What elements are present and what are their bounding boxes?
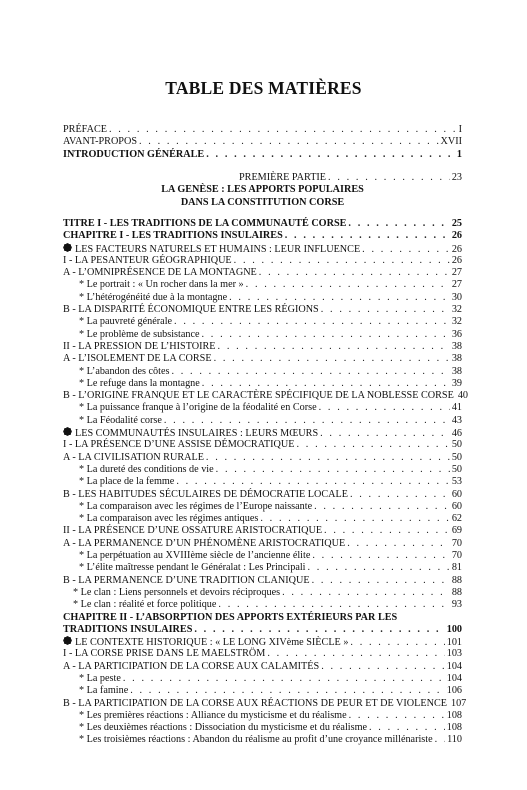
page-title: TABLE DES MATIÈRES <box>165 78 362 98</box>
toc-entry-label <box>79 513 258 525</box>
toc-entry-text: B - LA DISPARITÉ ÉCONOMIQUE ENTRE LES RÉGIONS <box>63 304 319 316</box>
toc-entry-text: CHAPITRE II - L’ABSORPTION DES APPORTS EXTÉRIEURS PAR LES <box>63 611 398 623</box>
toc-entry-page: 60 <box>451 500 462 512</box>
toc-entry-text: LE CONTEXTE HISTORIQUE : « LE LONG XIVème SIÈCLE » <box>75 637 349 649</box>
toc-entry-label <box>79 415 162 427</box>
leader-dots <box>174 316 450 328</box>
leader-dots <box>229 292 450 304</box>
toc-entry-label <box>79 292 227 304</box>
toc-entry-page: 30 <box>451 291 462 303</box>
toc-entry-text: * L’hétérogénéité due à la montagne <box>79 291 228 303</box>
toc-entry-text: TITRE I - LES TRADITIONS DE LA COMMUNAUTÉ CORSE <box>63 218 347 229</box>
toc-entry-text: * Les deuxièmes réactions : Dissociation du mysticisme et du réalisme <box>79 722 368 734</box>
toc-entry[interactable] <box>63 439 462 451</box>
toc-entry-page: 26 <box>451 254 462 266</box>
toc-entry-page: 38 <box>451 365 462 377</box>
toc-entry[interactable] <box>63 255 462 267</box>
toc-entry-text: TRADITIONS INSULAIRES <box>63 623 193 635</box>
toc-entry[interactable] <box>63 489 462 501</box>
toc-entry-page: 81 <box>451 562 462 574</box>
leader-dots <box>234 255 450 267</box>
toc-entry-page: 38 <box>451 353 462 365</box>
toc-entry-page: 69 <box>451 525 462 537</box>
toc-entry-text: * Le clan : réalité et force politique <box>73 599 217 611</box>
toc-entries-list <box>63 218 469 747</box>
leader-dots <box>171 366 449 378</box>
leader-dots <box>319 402 450 414</box>
leader-dots <box>164 415 450 427</box>
toc-entry[interactable] <box>63 476 462 488</box>
toc-entry-label <box>63 353 212 365</box>
toc-entry[interactable] <box>63 415 462 427</box>
toc-entry-page: 27 <box>451 267 462 279</box>
leader-dots <box>369 722 445 734</box>
toc-entry-page: 60 <box>451 488 462 500</box>
toc-entry-text: I - LA CORSE PRISE DANS LE MAELSTRÖM <box>63 648 266 660</box>
toc-entry[interactable] <box>63 599 462 611</box>
toc-entry-text: PRÉFACE <box>63 124 107 135</box>
part-page: 23 <box>451 172 462 183</box>
toc-entry-page: 101 <box>446 637 462 649</box>
toc-entry[interactable] <box>63 685 462 697</box>
toc-entry[interactable] <box>63 378 462 390</box>
leader-dots <box>324 525 450 537</box>
toc-entry-page: I <box>458 124 462 135</box>
toc-entry-text: * La comparaison avec les régimes de l’Europe naissante <box>79 500 313 512</box>
leader-dots <box>218 599 449 611</box>
toc-entry[interactable] <box>63 402 462 414</box>
toc-entry-label <box>79 722 367 734</box>
leader-dots <box>246 279 450 291</box>
toc-entry[interactable] <box>63 661 462 673</box>
toc-entry[interactable] <box>63 550 462 562</box>
toc-entry-text: * Le refuge dans la montagne <box>79 377 200 389</box>
leader-dots <box>176 476 449 488</box>
toc-entry[interactable] <box>63 464 462 476</box>
toc-entry-label <box>63 304 319 316</box>
toc-entry-text: * Les premières réactions : Alliance du mysticisme et du réalisme <box>79 709 347 721</box>
part-subtitle-line2: DANS LA CONSTITUTION CORSE <box>180 196 345 208</box>
toc-entry-label <box>79 734 433 746</box>
toc-entry-page: 108 <box>446 722 462 734</box>
flower-icon <box>63 243 72 252</box>
toc-entry-label <box>63 648 265 660</box>
toc-entry-page: 38 <box>451 340 462 352</box>
toc-entry-page: 110 <box>447 734 462 746</box>
toc-entry-label <box>79 476 174 488</box>
toc-entry-label <box>63 230 283 242</box>
toc-entry-label <box>63 136 137 148</box>
toc-entry[interactable] <box>63 279 462 291</box>
toc-entry-page: 88 <box>451 586 462 598</box>
toc-entry-page: 32 <box>451 316 462 328</box>
toc-entry[interactable] <box>63 575 462 587</box>
toc-entry-text: A - L’ISOLEMENT DE LA CORSE <box>63 353 212 365</box>
toc-entry-page: 41 <box>451 402 462 414</box>
toc-entry[interactable] <box>63 329 462 341</box>
toc-entry-label <box>79 279 244 291</box>
toc-entry-text: A - LA PARTICIPATION DE LA CORSE AUX CALAMITÉS <box>63 660 320 672</box>
leader-dots <box>130 685 445 697</box>
toc-entry-label <box>79 316 172 328</box>
leader-dots <box>349 710 445 722</box>
toc-entry[interactable] <box>63 587 462 599</box>
toc-entry-text: * La puissance franque à l’origine de la féodalité en Corse <box>79 402 317 414</box>
toc-entry-text: * La place de la femme <box>79 476 175 488</box>
toc-entry[interactable] <box>63 673 462 685</box>
toc-entry-text: INTRODUCTION GÉNÉRALE <box>63 148 205 160</box>
toc-entry[interactable] <box>63 513 462 525</box>
toc-entry-page: 50 <box>451 463 462 475</box>
toc-entry-text: * La perpétuation au XVIIIème siècle de l’ancienne élite <box>79 550 311 562</box>
toc-entry-text: * Le portrait : « Un rocher dans la mer » <box>79 279 244 291</box>
toc-entry-text: I - LA PESANTEUR GÉOGRAPHIQUE <box>63 254 232 266</box>
toc-entry[interactable] <box>63 734 462 746</box>
toc-entry-page: 43 <box>451 414 462 426</box>
toc-entry-label <box>63 255 232 267</box>
toc-entry-page: 50 <box>451 451 462 463</box>
toc-entry-page: 70 <box>451 537 462 549</box>
part-label: PREMIÈRE PARTIE <box>239 172 327 183</box>
toc-entry-label <box>63 661 319 673</box>
leader-dots <box>260 513 449 525</box>
leader-dots <box>328 172 450 184</box>
toc-entry-text: * L’abandon des côtes <box>79 365 170 377</box>
toc-entry[interactable] <box>63 452 462 464</box>
leader-dots <box>218 341 450 353</box>
toc-entry[interactable] <box>63 538 462 550</box>
toc-entry-text: * L’élite maîtresse pendant le Généralat : Les Principali <box>79 562 306 574</box>
toc-entry-text: B - LA PERMANENCE D’UNE TRADITION CLANIQUE <box>63 574 310 586</box>
toc-entry-page: 50 <box>451 439 462 451</box>
toc-entry-label <box>63 624 192 636</box>
toc-entry[interactable] <box>63 427 462 439</box>
toc-entry-label <box>79 329 200 341</box>
toc-entry-label <box>79 402 317 414</box>
toc-entry[interactable] <box>63 230 462 242</box>
toc-entry-page: 88 <box>451 574 462 586</box>
toc-entry[interactable] <box>63 304 462 316</box>
toc-entry-page: 32 <box>451 304 462 316</box>
toc-entry-label <box>63 439 295 451</box>
toc-entry-text: II - LA PRESSION DE L’HISTOIRE <box>63 340 216 352</box>
toc-entry-page: 103 <box>446 648 462 660</box>
toc-entry-label <box>63 243 360 256</box>
toc-entry-page: 26 <box>451 230 462 242</box>
toc-entry-label <box>63 218 346 230</box>
toc-entry[interactable] <box>63 136 462 148</box>
leader-dots <box>194 624 444 636</box>
toc-entry-label <box>79 673 121 685</box>
toc-entry-label <box>79 685 128 697</box>
toc-entry[interactable] <box>63 353 462 365</box>
toc-entry-text: I - LA PRÉSENCE D’UNE ASSISE DÉMOCRATIQUE <box>63 439 295 451</box>
toc-entry[interactable] <box>63 316 462 328</box>
toc-entry-text: B - LA PARTICIPATION DE LA CORSE AUX RÉACTIONS DE PEUR ET DE VIOLENCE <box>63 697 447 709</box>
toc-entry-label <box>63 267 257 279</box>
toc-entry-label <box>63 612 397 624</box>
toc-entry[interactable] <box>63 562 462 574</box>
toc-entry-text: A - LA PERMANENCE D’UN PHÉNOMÈNE ARISTOCRATIQUE <box>63 537 346 549</box>
toc-entry-page: 107 <box>450 697 467 709</box>
toc-entry-text: * La dureté des conditions de vie <box>79 463 214 475</box>
leader-dots <box>312 550 449 562</box>
toc-entry[interactable] <box>63 612 462 624</box>
toc-entry[interactable] <box>63 218 462 230</box>
leader-dots <box>314 501 450 513</box>
toc-entry-page: 104 <box>446 660 462 672</box>
leader-dots <box>348 218 449 230</box>
toc-entry-text: * La peste <box>79 672 121 684</box>
toc-entry-label <box>73 599 216 611</box>
toc-entry-text: * Les troisièmes réactions : Abandon du réalisme au profit d’une croyance millénariste <box>79 734 433 746</box>
toc-entry-label <box>63 575 310 587</box>
toc-entry-page: 104 <box>446 672 462 684</box>
toc-entry-text: A - LA CIVILISATION RURALE <box>63 451 204 463</box>
leader-dots <box>206 452 450 464</box>
toc-entry-label <box>79 550 310 562</box>
toc-entry-page: 40 <box>457 390 469 402</box>
leader-dots <box>216 464 450 476</box>
toc-entry-label <box>63 698 447 710</box>
leader-dots <box>312 575 450 587</box>
toc-entry-page: 1 <box>456 148 462 160</box>
toc-entry-page: 36 <box>451 328 462 340</box>
front-matter-list <box>63 124 462 161</box>
part-subtitle-line1: LA GENÈSE : LES APPORTS POPULAIRES <box>161 184 364 196</box>
leader-dots <box>321 304 450 316</box>
toc-entry[interactable] <box>63 525 462 537</box>
toc-entry[interactable] <box>63 390 469 402</box>
toc-entry-page: 27 <box>451 279 462 291</box>
toc-entry-page: 106 <box>446 685 462 697</box>
flower-icon <box>63 636 72 645</box>
toc-entry-page: 100 <box>446 623 462 635</box>
leader-dots <box>202 378 450 390</box>
toc-entry[interactable] <box>63 636 462 648</box>
toc-entry-label <box>63 489 348 501</box>
leader-dots <box>123 673 445 685</box>
toc-entry-text: AVANT-PROPOS <box>63 136 137 148</box>
toc-entry[interactable] <box>63 267 462 279</box>
toc-entry[interactable] <box>63 366 462 378</box>
toc-entry-label <box>79 464 214 476</box>
part-entry[interactable] <box>63 172 462 184</box>
toc-entry-label <box>63 149 204 161</box>
toc-entry[interactable] <box>63 292 462 304</box>
toc-entry-text: A - L’OMNIPRÉSENCE DE LA MONTAGNE <box>63 267 257 279</box>
toc-entry[interactable] <box>63 341 462 353</box>
leader-dots <box>202 329 450 341</box>
leader-dots <box>206 149 455 161</box>
toc-entry-label <box>63 390 454 402</box>
toc-entry-label <box>63 452 204 464</box>
toc-entry-page: 46 <box>451 428 462 440</box>
toc-entry[interactable] <box>63 124 462 136</box>
toc-entry-page: 93 <box>451 599 462 611</box>
toc-entry-label <box>79 562 306 574</box>
toc-entry-page: 53 <box>451 476 462 488</box>
leader-dots <box>297 439 450 451</box>
leader-dots <box>350 489 450 501</box>
toc-entry[interactable] <box>63 624 462 636</box>
leader-dots <box>109 124 457 136</box>
toc-entry-text: B - L’ORIGINE FRANQUE ET LE CARACTÈRE SPÉCIFIQUE DE LA NOBLESSE CORSE <box>63 390 454 402</box>
toc-entry-text: * La comparaison avec les régimes antiques <box>79 513 259 525</box>
toc-entry[interactable] <box>63 697 467 710</box>
toc-entry-text: LES COMMUNAUTÉS INSULAIRES : LEURS MŒURS <box>75 428 319 440</box>
toc-entry-label <box>63 341 216 353</box>
toc-entry-label <box>63 538 345 550</box>
toc-entry-page: 70 <box>451 550 462 562</box>
toc-entry-page: XVII <box>440 136 462 148</box>
leader-dots <box>259 267 450 279</box>
toc-entry-label <box>63 124 107 136</box>
toc-entry-label <box>79 501 312 513</box>
toc-entry[interactable] <box>63 648 462 660</box>
toc-entry-label <box>79 710 347 722</box>
toc-entry-text: * La pauvreté générale <box>79 316 173 328</box>
toc-entry-text: B - LES HABITUDES SÉCULAIRES DE DÉMOCRATIE LOCALE <box>63 488 348 500</box>
leader-dots <box>321 661 445 673</box>
flower-icon <box>63 427 72 436</box>
toc-entry-page: 39 <box>451 377 462 389</box>
leader-dots <box>282 587 450 599</box>
toc-entry-page: 25 <box>451 218 462 229</box>
leader-dots <box>139 136 439 148</box>
toc-entry[interactable] <box>63 501 462 513</box>
toc-entry[interactable] <box>63 149 462 161</box>
toc-entry-page: 26 <box>451 243 462 255</box>
toc-entry-text: * Le problème de subsistance <box>79 328 200 340</box>
toc-entry-text: * Le clan : Liens personnels et devoirs réciproques <box>73 586 281 598</box>
toc-entry-text: II - LA PRÉSENCE D’UNE OSSATURE ARISTOCRATIQUE <box>63 525 323 537</box>
toc-entry-label <box>79 378 200 390</box>
toc-entry-page: 62 <box>451 513 462 525</box>
toc-entry-label <box>73 587 280 599</box>
toc-entry-text: LES FACTEURS NATURELS ET HUMAINS : LEUR INFLUENCE <box>75 243 361 255</box>
leader-dots <box>347 538 450 550</box>
toc-entry-text: * La Féodalité corse <box>79 414 162 426</box>
toc-entry-text: * La famine <box>79 685 129 697</box>
toc-entry-label <box>63 525 322 537</box>
leader-dots <box>435 734 445 746</box>
toc-entry-label <box>79 366 169 378</box>
toc-entry[interactable] <box>63 722 462 734</box>
toc-entry[interactable] <box>63 243 462 255</box>
toc-entry[interactable] <box>63 710 462 722</box>
leader-dots <box>308 562 450 574</box>
leader-dots <box>214 353 450 365</box>
toc-entry-text: CHAPITRE I - LES TRADITIONS INSULAIRES <box>63 230 283 242</box>
toc-entry-page: 108 <box>446 709 462 721</box>
leader-dots <box>267 648 444 660</box>
leader-dots <box>285 230 450 242</box>
part-heading <box>63 172 462 209</box>
